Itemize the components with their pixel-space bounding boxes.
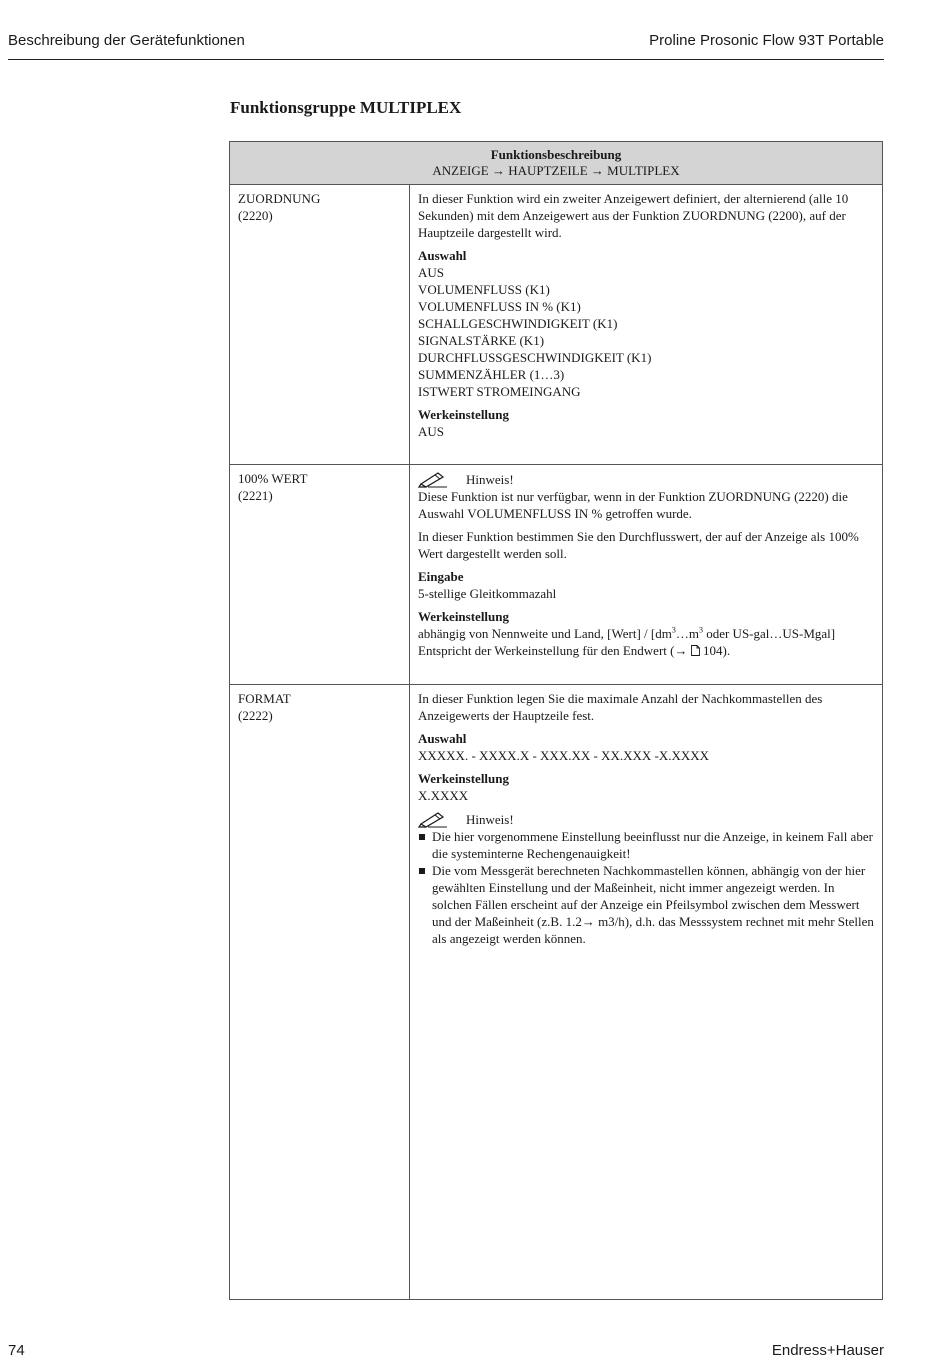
werkeinstellung-value bbox=[418, 625, 874, 642]
table-header-title: Funktionsbeschreibung bbox=[490, 147, 622, 162]
section-title: Funktionsgruppe MULTIPLEX bbox=[230, 98, 462, 117]
function-table bbox=[229, 141, 883, 1300]
pencil-note-icon bbox=[418, 810, 448, 828]
page-number: 74 bbox=[8, 1342, 25, 1359]
option-item: VOLUMENFLUSS IN % (K1) bbox=[418, 299, 581, 314]
function-desc-cell bbox=[410, 685, 882, 1299]
werkeinstellung-label: Werkeinstellung bbox=[418, 407, 510, 422]
page-icon bbox=[691, 645, 700, 656]
hinweis-note bbox=[418, 470, 874, 488]
function-name-cell bbox=[230, 685, 410, 1299]
werkeinstellung-label: Werkeinstellung bbox=[418, 609, 510, 624]
werk-text: …m bbox=[675, 626, 699, 641]
function-name: FORMAT bbox=[238, 691, 291, 706]
list-item: Die vom Messgerät berechneten Nachkommastellen können, abhängig von der hier gewählten Einstellung und der Maßeinheit, nicht immer angezeigt werden. In solchen Fällen erscheint auf der Anzeige ein Pfeilsymbol zwischen dem Messwert und der Maßeinheit (z.B. 1.2→ m3/h), d.h. das Messsystem rechnet mit mehr Stellen als angezeigt werden können. bbox=[418, 862, 874, 947]
pencil-note-icon bbox=[418, 470, 448, 488]
superscript: 3 bbox=[698, 625, 703, 635]
function-code: (2221) bbox=[238, 488, 273, 503]
function-name: 100% WERT bbox=[238, 471, 308, 486]
table-header-path: ANZEIGE → HAUPTZEILE → MULTIPLEX bbox=[432, 163, 680, 178]
option-item: SIGNALSTÄRKE (K1) bbox=[418, 333, 545, 348]
superscript: 3 bbox=[671, 625, 676, 635]
table-header bbox=[230, 142, 882, 185]
eingabe-label: Eingabe bbox=[418, 569, 464, 584]
header-right: Proline Prosonic Flow 93T Portable bbox=[649, 32, 884, 49]
werkeinstellung-reference bbox=[418, 642, 874, 659]
function-code: (2220) bbox=[238, 208, 273, 223]
werkeinstellung-value: AUS bbox=[418, 424, 445, 439]
hinweis-text: Diese Funktion ist nur verfügbar, wenn in der Funktion ZUORDNUNG (2220) die Auswahl VOLUMENFLUSS IN % getroffen wurde. bbox=[418, 489, 848, 521]
brand-name: Endress+Hauser bbox=[771, 1342, 884, 1359]
function-desc-cell bbox=[410, 465, 882, 684]
option-item: SUMMENZÄHLER (1…3) bbox=[418, 367, 565, 382]
option-item: SCHALLGESCHWINDIGKEIT (K1) bbox=[418, 316, 618, 331]
werk-text: oder US-gal…US-Mgal] bbox=[702, 626, 836, 641]
option-item: VOLUMENFLUSS (K1) bbox=[418, 282, 550, 297]
table-row-100-wert bbox=[230, 465, 882, 685]
reference-link[interactable]: 104). bbox=[699, 643, 731, 658]
werkeinstellung-label: Werkeinstellung bbox=[418, 771, 510, 786]
option-item: AUS bbox=[418, 265, 445, 280]
function-code: (2222) bbox=[238, 708, 273, 723]
table-row-zuordnung bbox=[230, 185, 882, 465]
table-row-format bbox=[230, 685, 882, 1299]
header-rule bbox=[8, 59, 884, 60]
description: In dieser Funktion wird ein zweiter Anzeigewert definiert, der alternierend (alle 10 Sekunden) mit dem Anzeigewert aus der Funktion ZUORDNUNG (2200), auf der Hauptzeile dargestellt wird. bbox=[418, 191, 849, 240]
werk-text: abhängig von Nennweite und Land, [Wert] / [dm bbox=[418, 626, 672, 641]
werkeinstellung-value: X.XXXX bbox=[418, 788, 469, 803]
description: In dieser Funktion legen Sie die maximale Anzahl der Nachkommastellen des Anzeigewerts der Hauptzeile fest. bbox=[418, 691, 823, 723]
function-desc-cell bbox=[410, 185, 882, 464]
hinweis-label: Hinweis! bbox=[466, 811, 514, 827]
function-name-cell bbox=[230, 465, 410, 684]
description: In dieser Funktion bestimmen Sie den Durchflusswert, der auf der Anzeige als 100% Wert dargestellt werden soll. bbox=[418, 529, 859, 561]
options-list bbox=[418, 264, 874, 400]
function-name: ZUORDNUNG bbox=[238, 191, 321, 206]
hinweis-label: Hinweis! bbox=[466, 471, 514, 487]
option-item: ISTWERT STROMEINGANG bbox=[418, 384, 581, 399]
eingabe-value: 5-stellige Gleitkommazahl bbox=[418, 586, 557, 601]
auswahl-value: XXXXX. - XXXX.X - XXX.XX - XX.XXX -X.XXXX bbox=[418, 748, 710, 763]
function-name-cell bbox=[230, 185, 410, 464]
list-item: Die hier vorgenommene Einstellung beeinflusst nur die Anzeige, in keinem Fall aber die systeminterne Rechengenauigkeit! bbox=[418, 828, 874, 862]
hinweis-note bbox=[418, 810, 874, 828]
reference-text: Entspricht der Werkeinstellung für den Endwert (→ bbox=[418, 643, 691, 658]
header-left: Beschreibung der Gerätefunktionen bbox=[8, 32, 245, 49]
option-item: DURCHFLUSSGESCHWINDIGKEIT (K1) bbox=[418, 350, 652, 365]
auswahl-label: Auswahl bbox=[418, 731, 467, 746]
auswahl-label: Auswahl bbox=[418, 248, 467, 263]
